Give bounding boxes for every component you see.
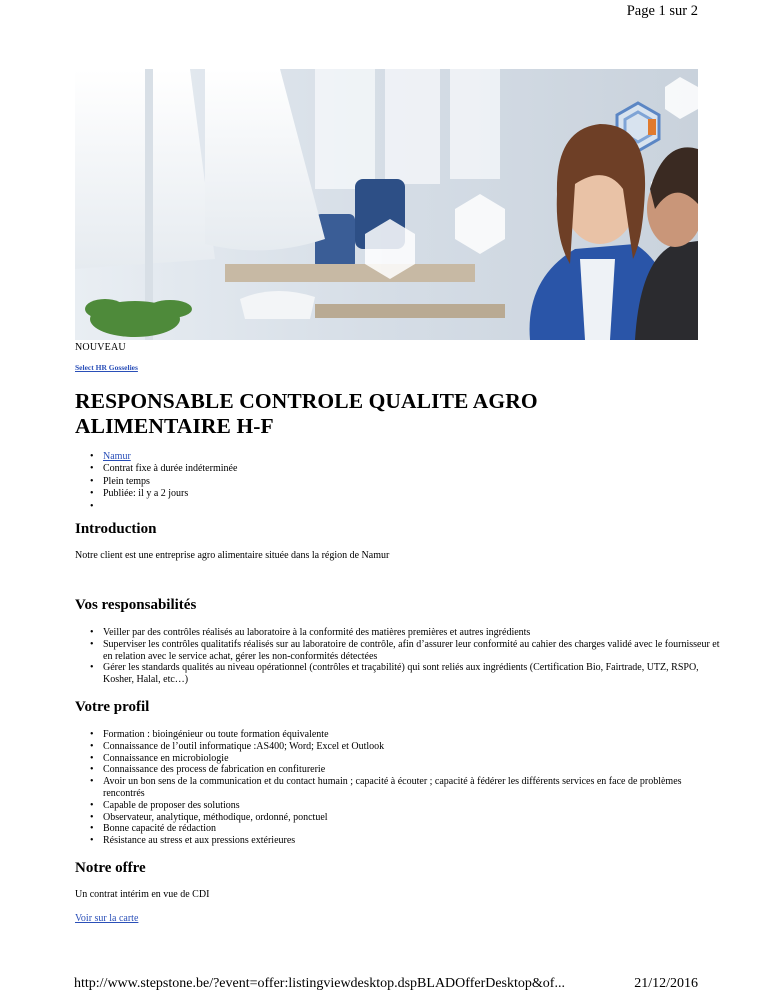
list-item: • Avoir un bon sens de la communication et du contact humain ; capacité à écouter ; capacité à fédérer les différents services en face de problèmes rencontrés: [103, 776, 723, 800]
list-item: • Gérer les standards qualités au niveau opérationnel (contrôles et traçabilité) qui sont reliés aux ingrédients (Certification Bio, Fairtrade, UTZ, RSPO, Kosher, Halal, etc…): [103, 662, 723, 686]
list-item: • Connaissance en microbiologie: [103, 753, 723, 765]
new-badge: NOUVEAU: [75, 342, 126, 353]
list-item: • Bonne capacité de rédaction: [103, 823, 723, 835]
list-item: • Observateur, analytique, méthodique, ordonné, ponctuel: [103, 812, 723, 824]
introduction-text: Notre client est une entreprise agro alimentaire située dans la région de Namur: [75, 550, 390, 561]
footer-url: http://www.stepstone.be/?event=offer:listingviewdesktop.dspBLADOfferDesktop&of...: [74, 976, 565, 991]
offer-text: Un contrat intérim en vue de CDI: [75, 889, 210, 900]
list-item: • Connaissance des process de fabrication en confiturerie: [103, 764, 723, 776]
company-link[interactable]: Select HR Gosselies: [75, 363, 138, 372]
introduction-heading: Introduction: [75, 521, 157, 537]
profile-list: [75, 729, 723, 847]
profile-heading: Votre profil: [75, 699, 150, 715]
offer-heading: Notre offre: [75, 860, 146, 876]
list-item: • Résistance au stress et aux pressions extérieures: [103, 835, 723, 847]
job-meta-list: [75, 451, 237, 513]
map-link[interactable]: Voir sur la carte: [75, 913, 139, 924]
hero-image: [75, 69, 698, 340]
list-item: • Connaissance de l’outil informatique :AS400; Word; Excel et Outlook: [103, 741, 723, 753]
page-indicator: Page 1 sur 2: [626, 3, 698, 19]
list-item: • Capable de proposer des solutions: [103, 800, 723, 812]
responsibilities-heading: Vos responsabilités: [75, 597, 197, 613]
list-item: • Formation : bioingénieur ou toute formation équivalente: [103, 729, 723, 741]
job-title: RESPONSABLE CONTROLE QUALITE AGRO ALIMENTAIRE H-F: [75, 389, 538, 438]
list-item: • Veiller par des contrôles réalisés au laboratoire à la conformité des matières premières et autres ingrédients: [103, 627, 723, 639]
list-item: • Superviser les contrôles qualitatifs réalisés sur au laboratoire de contrôle, afin d’assurer leur conformité au cahier des charges validé avec le fournisseur et en relation avec le service achat, gérer les non-conformités détectées: [103, 639, 723, 663]
job-published: • Publiée: il y a 2 jours: [103, 488, 237, 500]
responsibilities-list: [75, 627, 723, 686]
job-schedule: • Plein temps: [103, 476, 237, 488]
footer-date: 21/12/2016: [634, 976, 698, 991]
job-meta-empty: [103, 501, 237, 513]
location-link[interactable]: Namur: [103, 451, 131, 462]
job-location: [103, 451, 237, 463]
job-contract: • Contrat fixe à durée indéterminée: [103, 463, 237, 475]
